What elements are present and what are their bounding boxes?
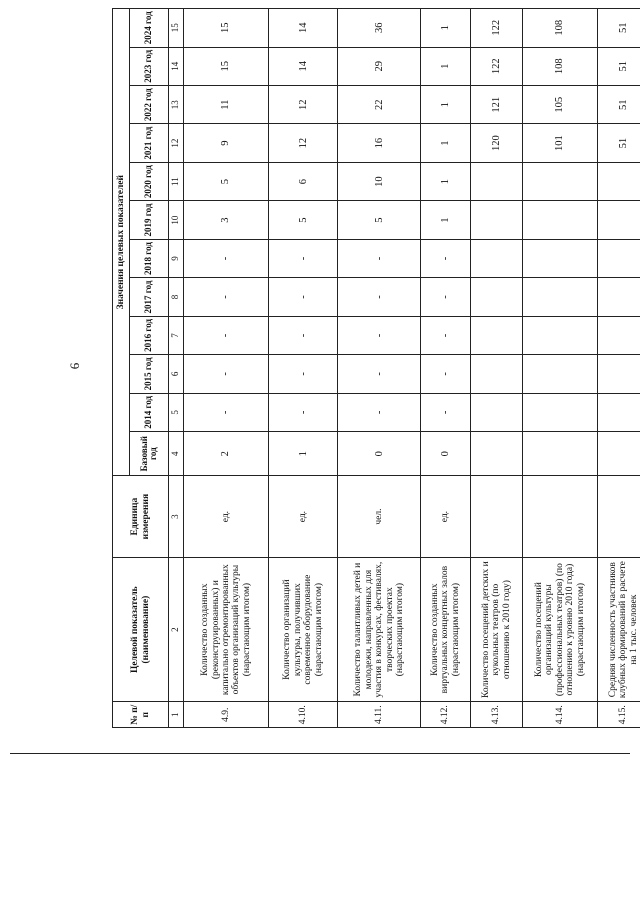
row-name: Количество посещений организаций культуры (профессиональных театров) (по отношению к уровню 2010 года) (нарастающим итогом) [522, 557, 597, 701]
row-value [470, 393, 522, 431]
row-base [470, 432, 522, 476]
col-number: 3 [169, 476, 184, 558]
header-year: 2019 год [130, 201, 169, 239]
page-number: 6 [67, 362, 82, 370]
row-value [598, 201, 640, 239]
row-value: 22 [338, 85, 421, 123]
table-row [338, 9, 421, 728]
row-base [522, 432, 597, 476]
row-value: 29 [338, 47, 421, 85]
row-value: - [338, 278, 421, 316]
col-number: 9 [169, 239, 184, 277]
column-number-row [169, 9, 184, 728]
row-value: 1 [421, 47, 471, 85]
row-value: 51 [598, 124, 640, 162]
row-value: - [269, 278, 338, 316]
row-value: - [338, 239, 421, 277]
row-num: 4.14. [522, 702, 597, 728]
row-unit: ед. [269, 476, 338, 558]
row-value [598, 162, 640, 200]
row-value: 1 [421, 85, 471, 123]
target-indicators-table [112, 8, 640, 728]
row-value: - [338, 355, 421, 393]
row-value: - [338, 316, 421, 354]
col-number: 1 [169, 702, 184, 728]
row-value [598, 316, 640, 354]
row-value [470, 162, 522, 200]
col-number: 8 [169, 278, 184, 316]
header-base-year: Базовый год [130, 432, 169, 476]
row-value: 15 [184, 47, 269, 85]
row-value: - [184, 278, 269, 316]
row-num: 4.15. [598, 702, 640, 728]
row-base [598, 432, 640, 476]
header-num: № п/п [113, 702, 169, 728]
row-unit [598, 476, 640, 558]
row-value: - [269, 316, 338, 354]
header-year: 2016 год [130, 316, 169, 354]
row-value: - [269, 393, 338, 431]
row-value: 1 [421, 162, 471, 200]
row-value [522, 355, 597, 393]
col-number: 4 [169, 432, 184, 476]
row-value: - [421, 278, 471, 316]
row-name: Количество талантливых детей и молодежи, направленных для участия в конкурсах, фестивалях, творческих проектах (нарастающим итогом) [338, 557, 421, 701]
row-value [470, 239, 522, 277]
row-value: - [184, 316, 269, 354]
row-unit [470, 476, 522, 558]
row-value: - [184, 393, 269, 431]
col-number: 10 [169, 201, 184, 239]
row-value: 6 [269, 162, 338, 200]
table-row [470, 9, 522, 728]
row-value [470, 355, 522, 393]
row-value: 3 [184, 201, 269, 239]
header-name: Целевой показатель (наименование) [113, 557, 169, 701]
row-unit [522, 476, 597, 558]
row-name: Количество созданных (реконструированных) и капитально отремонтированных объектов организаций культуры (нарастающим итогом) [184, 557, 269, 701]
row-value: 121 [470, 85, 522, 123]
table-row [522, 9, 597, 728]
header-unit: Единица измерения [113, 476, 169, 558]
row-value [522, 239, 597, 277]
row-value: - [421, 393, 471, 431]
row-name: Количество организаций культуры, получивших современное оборудование (нарастающим итогом) [269, 557, 338, 701]
header-year: 2014 год [130, 393, 169, 431]
header-year: 2023 год [130, 47, 169, 85]
header-values-group: Значения целевых показателей [113, 9, 130, 476]
col-number: 13 [169, 85, 184, 123]
col-number: 12 [169, 124, 184, 162]
row-value: - [421, 316, 471, 354]
row-value: 5 [184, 162, 269, 200]
row-value: 15 [184, 9, 269, 48]
row-value: 51 [598, 85, 640, 123]
row-value: 105 [522, 85, 597, 123]
col-number: 2 [169, 557, 184, 701]
row-value: 108 [522, 9, 597, 48]
table-row [184, 9, 269, 728]
table-row [269, 9, 338, 728]
row-name: Средняя численность участников клубных формирований в расчете на 1 тыс. человек [598, 557, 640, 701]
row-unit: чел. [338, 476, 421, 558]
row-value [522, 393, 597, 431]
row-value: 120 [470, 124, 522, 162]
row-base: 2 [184, 432, 269, 476]
row-value [522, 201, 597, 239]
row-value [470, 316, 522, 354]
header-year: 2015 год [130, 355, 169, 393]
row-value [522, 278, 597, 316]
row-name: Количество созданных виртуальных концертных залов (нарастающим итогом) [421, 557, 471, 701]
row-value: 108 [522, 47, 597, 85]
table-row [598, 9, 640, 728]
row-value: 1 [421, 124, 471, 162]
row-value: 101 [522, 124, 597, 162]
rotated-table-wrapper [112, 8, 640, 728]
row-num: 4.12. [421, 702, 471, 728]
row-value: 1 [421, 9, 471, 48]
row-num: 4.11. [338, 702, 421, 728]
row-value: 51 [598, 9, 640, 48]
row-value: 51 [598, 47, 640, 85]
row-base: 0 [421, 432, 471, 476]
row-value [522, 162, 597, 200]
row-unit: ед. [421, 476, 471, 558]
col-number: 15 [169, 9, 184, 48]
row-name: Количество посещений детских и кукольных театров (по отношению к 2010 году) [470, 557, 522, 701]
header-year: 2024 год [130, 9, 169, 48]
col-number: 5 [169, 393, 184, 431]
row-value [598, 278, 640, 316]
row-value: - [269, 355, 338, 393]
row-unit: ед. [184, 476, 269, 558]
row-value: 9 [184, 124, 269, 162]
row-num: 4.13. [470, 702, 522, 728]
page-divider-line [10, 753, 630, 754]
row-value: 122 [470, 47, 522, 85]
row-value: 5 [269, 201, 338, 239]
row-value [470, 201, 522, 239]
row-value [470, 278, 522, 316]
row-value: 36 [338, 9, 421, 48]
row-value: 1 [421, 201, 471, 239]
row-value: 14 [269, 9, 338, 48]
row-value: 12 [269, 124, 338, 162]
row-base: 1 [269, 432, 338, 476]
row-value [598, 239, 640, 277]
row-value [598, 355, 640, 393]
row-base: 0 [338, 432, 421, 476]
row-value: - [184, 355, 269, 393]
row-value: - [269, 239, 338, 277]
col-number: 11 [169, 162, 184, 200]
row-value: 12 [269, 85, 338, 123]
row-value: 16 [338, 124, 421, 162]
row-value: - [338, 393, 421, 431]
row-value: - [421, 239, 471, 277]
col-number: 14 [169, 47, 184, 85]
row-value: - [421, 355, 471, 393]
header-year: 2020 год [130, 162, 169, 200]
header-year: 2022 год [130, 85, 169, 123]
row-value: 122 [470, 9, 522, 48]
row-value: 5 [338, 201, 421, 239]
row-value: 11 [184, 85, 269, 123]
row-value: 14 [269, 47, 338, 85]
row-num: 4.10. [269, 702, 338, 728]
header-year: 2017 год [130, 278, 169, 316]
row-value [598, 393, 640, 431]
row-num: 4.9. [184, 702, 269, 728]
col-number: 6 [169, 355, 184, 393]
col-number: 7 [169, 316, 184, 354]
table-row [421, 9, 471, 728]
row-value: - [184, 239, 269, 277]
row-value: 10 [338, 162, 421, 200]
header-year: 2021 год [130, 124, 169, 162]
header-year: 2018 год [130, 239, 169, 277]
row-value [522, 316, 597, 354]
